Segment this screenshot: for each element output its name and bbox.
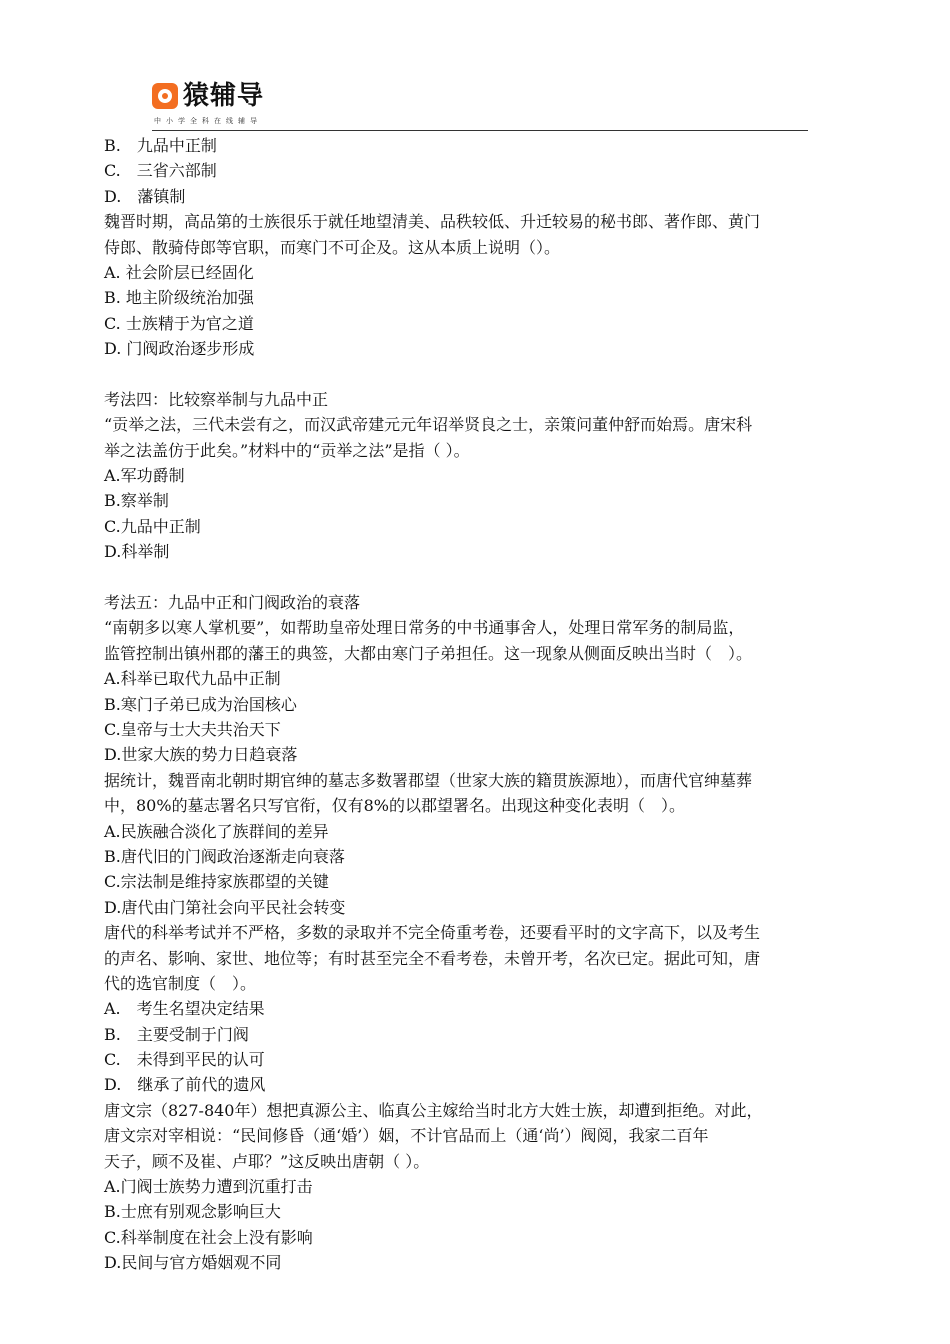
text-line: 的声名、影响、家世、地位等；有时甚至完全不看考卷，未曾开考，名次已定。据此可知，唐 xyxy=(104,948,761,968)
logo-text: 猿辅导 xyxy=(183,81,265,111)
text-line: C. 三省六部制 xyxy=(104,161,217,181)
text-line: 考法五：九品中正和门阀政治的衰落 xyxy=(104,593,361,613)
text-line: C.宗法制是维持家族郡望的关键 xyxy=(104,872,329,892)
text-line: C.科举制度在社会上没有影响 xyxy=(104,1227,313,1247)
text-line: “贡举之法，三代未尝有之，而汉武帝建元元年诏举贤良之士，亲策问董仲舒而始焉。唐宋科 xyxy=(104,415,753,435)
text-line: D. 藩镇制 xyxy=(104,186,186,206)
blank-line xyxy=(104,362,894,387)
text-line: A.门阀士族势力遭到沉重打击 xyxy=(104,1177,313,1197)
text-line: D.世家大族的势力日趋衰落 xyxy=(104,745,298,765)
text-line: D.民间与官方婚姻观不同 xyxy=(104,1253,282,1273)
text-line: B.唐代旧的门阀政治逐渐走向衰落 xyxy=(104,846,345,866)
text-line: B.寒门子弟已成为治国核心 xyxy=(104,694,297,714)
header-rule xyxy=(152,130,808,131)
blank-line xyxy=(104,565,894,590)
text-line: 考法四：比较察举制与九品中正 xyxy=(104,389,329,409)
text-line: 代的选官制度（ ）。 xyxy=(104,973,257,993)
text-line: 监管控制出镇州郡的藩王的典签，大都由寒门子弟担任。这一现象从侧面反映出当时（ ）。 xyxy=(104,643,753,663)
text-line: A.军功爵制 xyxy=(104,466,185,486)
text-line: D. 门阀政治逐步形成 xyxy=(104,339,255,359)
text-line: C.九品中正制 xyxy=(104,516,201,536)
document-body xyxy=(104,133,894,1276)
text-line: 唐文宗（827-840年）想把真源公主、临真公主嫁给当时北方大姓士族，却遭到拒绝。对此， xyxy=(104,1100,763,1120)
text-line: A. 考生名望决定结果 xyxy=(104,999,265,1019)
text-line: C. 士族精于为官之道 xyxy=(104,313,254,333)
text-line: 据统计，魏晋南北朝时期官绅的墓志多数署郡望（世家大族的籍贯族源地），而唐代官绅墓葬 xyxy=(104,770,753,790)
text-line: 唐代的科举考试并不严格，多数的录取并不完全倚重考卷，还要看平时的文字高下，以及考生 xyxy=(104,923,761,943)
text-line: 举之法盖仿于此矣。”材料中的“贡举之法”是指（ ）。 xyxy=(104,440,470,460)
text-line: B. 九品中正制 xyxy=(104,136,217,155)
logo-icon xyxy=(152,83,178,109)
text-line: D.唐代由门第社会向平民社会转变 xyxy=(104,897,346,917)
text-line: “南朝多以寒人掌机要”，如帮助皇帝处理日常务的中书通事舍人，处理日常军务的制局监， xyxy=(104,618,745,638)
text-line: B.察举制 xyxy=(104,491,169,511)
page-header xyxy=(152,80,808,132)
text-line: B. 地主阶级统治加强 xyxy=(104,288,254,308)
text-line: A.民族融合淡化了族群间的差异 xyxy=(104,821,329,841)
text-line: C. 未得到平民的认可 xyxy=(104,1050,265,1070)
text-line: C.皇帝与士大夫共治天下 xyxy=(104,719,281,739)
text-line: B.士庶有别观念影响巨大 xyxy=(104,1202,281,1222)
text-line: B. 主要受制于门阀 xyxy=(104,1024,249,1044)
text-line: D.科举制 xyxy=(104,542,170,562)
text-line: 侍郎、散骑侍郎等官职，而寒门不可企及。这从本质上说明（）。 xyxy=(104,237,561,257)
text-line: 中，80%的墓志署名只写官衔，仅有8%的以郡望署名。出现这种变化表明（ ）。 xyxy=(104,796,685,816)
text-line: A.科举已取代九品中正制 xyxy=(104,669,281,689)
text-line: 唐文宗对宰相说：“民间修昏（通‘婚’）姻，不计官品而上（通‘尚’）阀阅，我家二百年 xyxy=(104,1126,709,1146)
logo-subtitle: 中小学全科在线辅导 xyxy=(154,117,262,125)
text-line: 天子，顾不及崔、卢耶？”这反映出唐朝（ ）。 xyxy=(104,1151,430,1171)
text-line: D. 继承了前代的遗风 xyxy=(104,1075,266,1095)
text-line: A. 社会阶层已经固化 xyxy=(104,262,254,282)
text-line: 魏晋时期，高品第的士族很乐于就任地望清美、品秩较低、升迁较易的秘书郎、著作郎、黄门 xyxy=(104,212,761,232)
